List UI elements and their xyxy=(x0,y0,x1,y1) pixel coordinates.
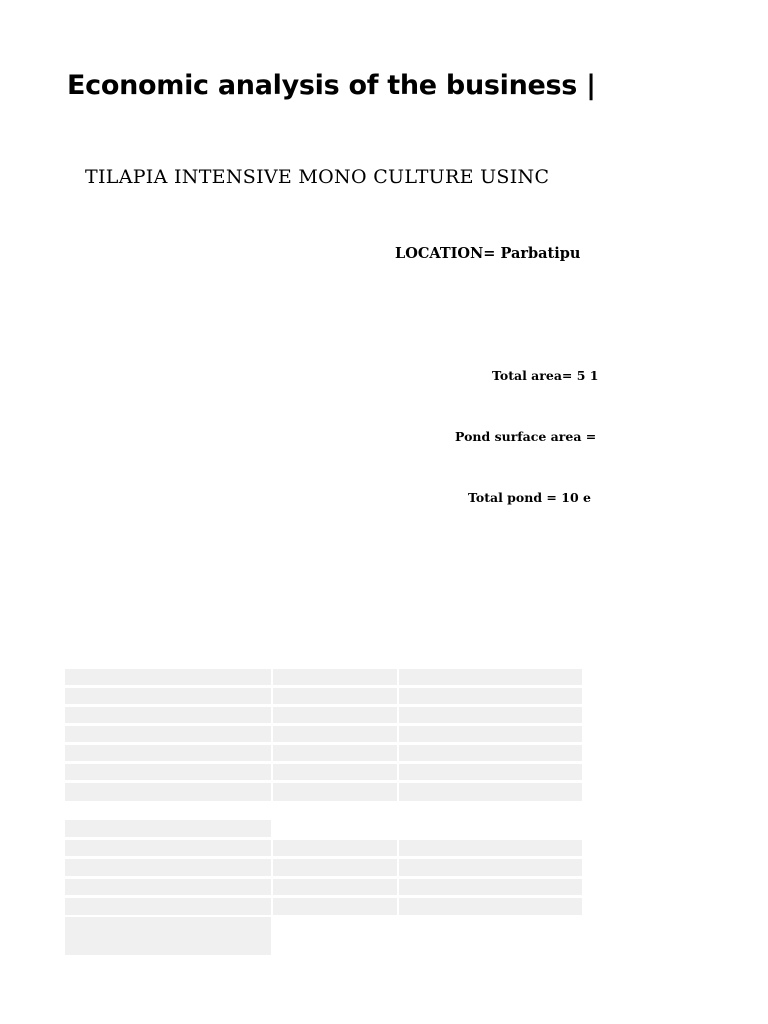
table-footer-cell xyxy=(65,917,271,955)
table-cell xyxy=(273,783,397,801)
table-cell xyxy=(273,707,397,723)
table-cell xyxy=(273,726,397,742)
table-cell xyxy=(399,688,582,704)
total-area-label: Total area= 5 1 xyxy=(492,368,599,383)
location-label: LOCATION= Parbatipu xyxy=(395,245,581,262)
table-cell xyxy=(399,726,582,742)
table-header-cell xyxy=(65,820,271,837)
table-cell xyxy=(65,879,271,895)
document-subtitle: TILAPIA INTENSIVE MONO CULTURE USINC xyxy=(85,166,550,188)
table-cell xyxy=(399,859,582,876)
table-cell xyxy=(273,859,397,876)
table-cell xyxy=(65,669,271,685)
table-cell xyxy=(273,840,397,856)
document-heading: Economic analysis of the business | xyxy=(67,70,596,101)
table-cell xyxy=(399,783,582,801)
table-cell xyxy=(65,688,271,704)
table-cell xyxy=(65,707,271,723)
table-cell xyxy=(65,745,271,761)
table-cell xyxy=(65,859,271,876)
table-cell xyxy=(65,726,271,742)
total-pond-label: Total pond = 10 e xyxy=(468,490,591,505)
pond-surface-area-label: Pond surface area = xyxy=(455,429,597,444)
table-cell xyxy=(273,764,397,780)
table-cell xyxy=(65,764,271,780)
table-cell xyxy=(273,669,397,685)
table-cell xyxy=(65,898,271,915)
table-cell xyxy=(399,669,582,685)
table-cell xyxy=(399,707,582,723)
table-cell xyxy=(399,745,582,761)
table-cell xyxy=(273,879,397,895)
table-cell xyxy=(65,783,271,801)
table-cell xyxy=(399,898,582,915)
table-cell xyxy=(273,688,397,704)
table-cell xyxy=(399,764,582,780)
table-cell xyxy=(399,879,582,895)
table-cell xyxy=(65,840,271,856)
table-cell xyxy=(399,840,582,856)
table-cell xyxy=(273,745,397,761)
table-cell xyxy=(273,898,397,915)
